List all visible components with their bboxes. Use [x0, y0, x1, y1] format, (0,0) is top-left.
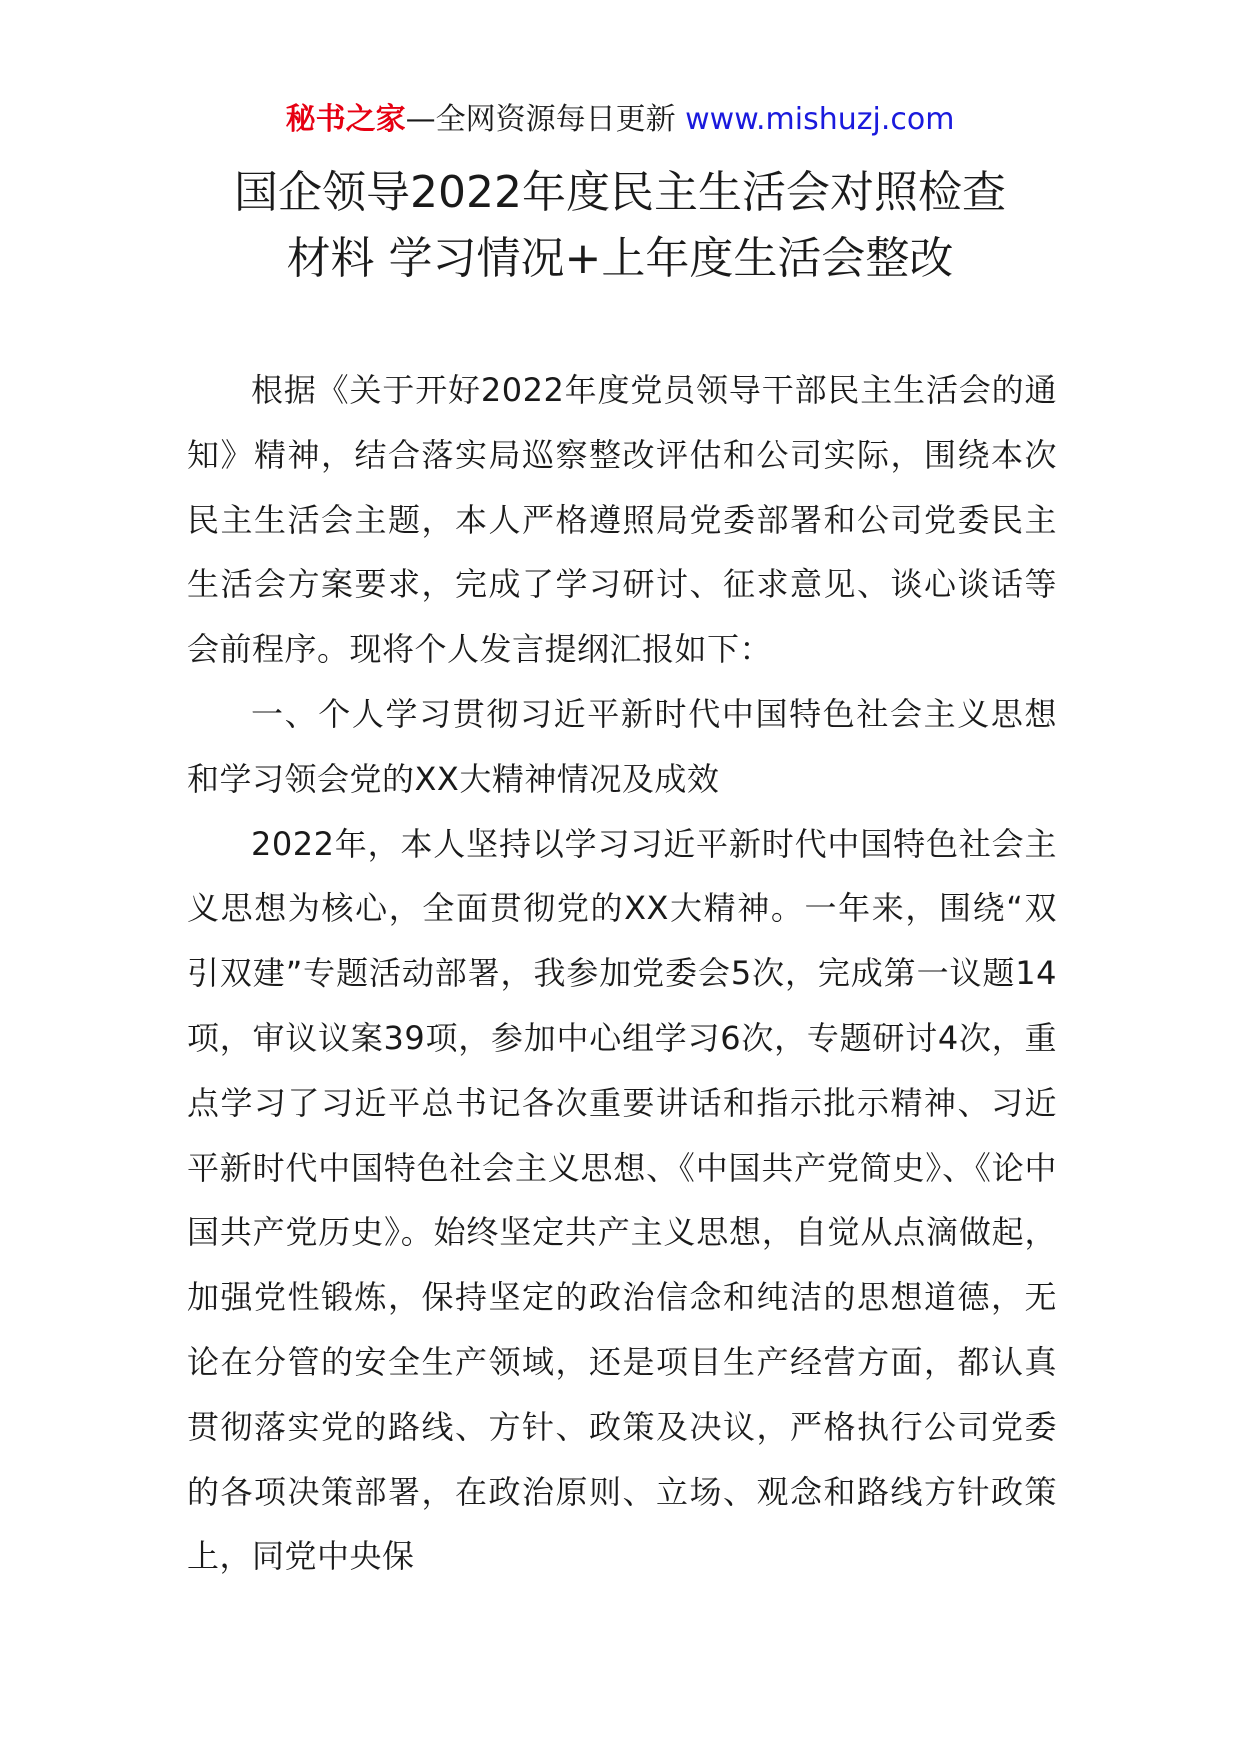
- title-line-1: 国企领导2022年度民主生活会对照检查: [234, 167, 1006, 218]
- brand-name: 秘书之家: [285, 102, 406, 137]
- paragraph-intro: 根据《关于开好2022年度党员领导干部民主生活会的通知》精神，结合落实局巡察整改评估和公司实际，围绕本次民主生活会主题，本人严格遵照局党委部署和公司党委民主生活会方案要求，完成了学习研讨、征求意见、谈心谈话等会前程序。现将个人发言提纲汇报如下：: [187, 371, 1057, 669]
- section-heading-1: 一、个人学习贯彻习近平新时代中国特色社会主义思想和学习领会党的XX大精神情况及成效: [187, 694, 1057, 798]
- header-tagline: —全网资源每日更新: [405, 102, 676, 137]
- document-body: [187, 358, 1057, 1589]
- site-header: [0, 98, 1240, 142]
- site-url-link[interactable]: www.mishuzj.com: [685, 102, 955, 137]
- document-title: [0, 160, 1240, 292]
- paragraph-study-2022: 2022年，本人坚持以学习习近平新时代中国特色社会主义思想为核心，全面贯彻党的XX大精神。一年来，围绕“双引双建”专题活动部署，我参加党委会5次，完成第一议题14项，审议议案39项，参加中心组学习6次，专题研讨4次，重点学习了习近平总书记各次重要讲话和指示批示精神、习近平新时代中国特色社会主义思想、《中国共产党简史》、《论中国共产党历史》。始终坚定共产主义思想，自觉从点滴做起，加强党性锻炼，保持坚定的政治信念和纯洁的思想道德，无论在分管的安全生产领域，还是项目生产经营方面，都认真贯彻落实党的路线、方针、政策及决议，严格执行公司党委的各项决策部署，在政治原则、立场、观念和路线方针政策上，同党中央保: [187, 824, 1057, 1576]
- title-line-2: 材料 学习情况+上年度生活会整改: [286, 233, 954, 284]
